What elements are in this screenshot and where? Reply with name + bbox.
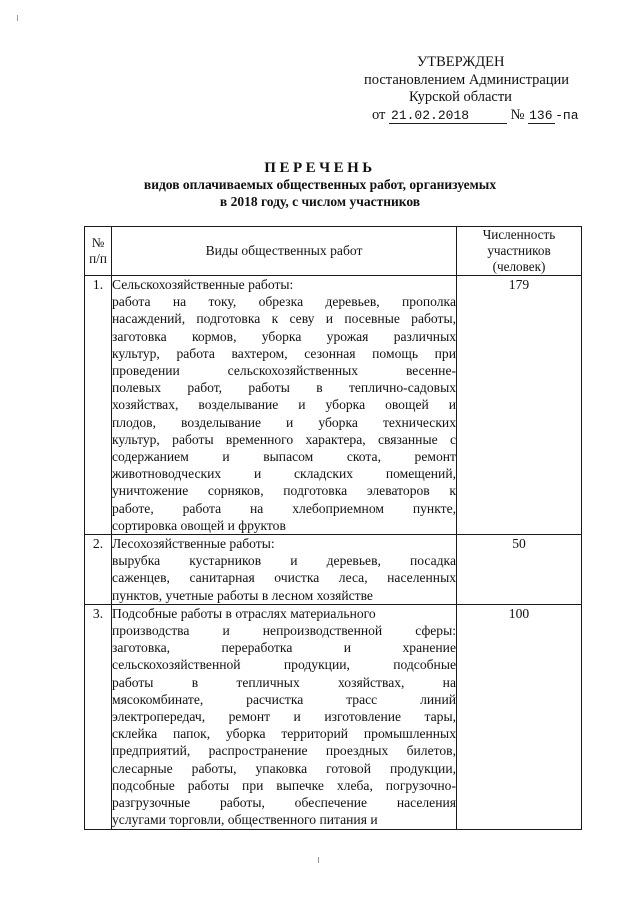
description-line: полевых работ, работы в теплично-садовых (112, 380, 456, 396)
description-line: саженцев, санитарная очистка леса, населенных (112, 570, 456, 586)
approval-stamp (360, 54, 590, 124)
document-subtitle-line-2: в 2018 году, с числом участников (219, 194, 421, 209)
row-number: 3. (85, 604, 112, 829)
description-line: насаждений, подготовка к севу и посевные работы, (112, 311, 456, 327)
number-label: № (510, 106, 525, 123)
description-line: Сельскохозяйственные работы: (112, 277, 294, 292)
description-line: слесарные работы, упаковка готовой продукции, (112, 760, 456, 776)
header-work-types: Виды общественных работ (112, 227, 457, 276)
description-line: вырубка кустарников и деревьев, посадка (112, 553, 456, 569)
approval-number: 136 (528, 109, 555, 124)
description-line: животноводческих и складских помещений, (112, 466, 456, 482)
approval-number-suffix: -па (555, 107, 579, 123)
header-number-line-1: № (91, 235, 105, 250)
approval-date: 21.02.2018 (389, 109, 507, 124)
row-number: 1. (85, 276, 112, 535)
description-line: Подсобные работы в отраслях материального (112, 605, 376, 621)
description-line: плодов, возделывание и уборка технических (112, 414, 456, 430)
scan-mark (318, 857, 319, 863)
row-participant-count: 100 (457, 604, 582, 829)
header-participants-line-1: Численность (482, 227, 556, 242)
description-line: сельскохозяйственной продукции, подсобные (112, 657, 456, 673)
description-line: пунктов, учетные работы в лесном хозяйстве (112, 587, 373, 603)
description-line: работы в тепличных хозяйствах, на (112, 674, 456, 690)
row-number: 2. (85, 535, 112, 605)
description-line: культур, работа вахтером, сезонная помощь при (112, 345, 456, 361)
row-description (112, 535, 457, 605)
header-participants-line-3: (человек) (492, 259, 546, 274)
approval-date-line (360, 107, 590, 125)
row-description (112, 276, 457, 535)
table-body (85, 276, 582, 830)
public-works-table (84, 226, 582, 830)
description-line: электропередач, ремонт и изготовление тары, (112, 709, 456, 725)
approval-region: Курской области (409, 89, 512, 105)
row-participant-count: 179 (457, 276, 582, 535)
document-title: ПЕРЕЧЕНЬ (264, 160, 376, 176)
description-line: работа на току, обрезка деревьев, прополка (112, 294, 456, 310)
description-line: производства и непроизводственной сферы: (112, 623, 456, 639)
description-line: хозяйствах, возделывание и уборка овощей и (112, 397, 456, 413)
description-line: разгрузочные работы, обеспечение населения (112, 795, 456, 811)
description-line: заготовка, переработка и хранение (112, 640, 456, 656)
table-row (85, 276, 582, 535)
table-row (85, 535, 582, 605)
description-line: культур, работы временного характера, связанные с (112, 431, 456, 447)
document-subtitle-line-1: видов оплачиваемых общественных работ, организуемых (143, 177, 497, 192)
header-participants-line-2: участников (487, 243, 551, 258)
description-line: мясокомбинате, расчистка трасс линий (112, 691, 456, 707)
header-participants (457, 227, 582, 276)
description-line: подсобные работы при выпечке хлеба, погрузочно- (112, 777, 456, 793)
description-line: предприятий, распространение проездных билетов, (112, 743, 456, 759)
description-line: Лесохозяйственные работы: (112, 536, 275, 552)
from-label: от (372, 106, 386, 123)
approval-issuer: постановлением Администрации (364, 71, 570, 88)
description-line: склейка папок, уборка территорий промышленных (112, 726, 456, 742)
description-line: заготовка кормов, уборка урожая различных (112, 328, 456, 344)
table-header-row (85, 227, 582, 276)
row-participant-count: 50 (457, 535, 582, 605)
description-line: услугами торговли, общественного питания и (112, 812, 378, 828)
table-row (85, 604, 582, 829)
scan-mark (17, 15, 18, 21)
description-line: сортировка овощей и фруктов (112, 517, 286, 533)
description-line: проведении сельскохозяйственных весенне- (112, 363, 456, 379)
header-number-line-2: п/п (89, 251, 107, 266)
row-description (112, 604, 457, 829)
description-line: работе, работа на хлебоприемном пункте, (112, 500, 456, 516)
description-line: уничтожение сорняков, подготовка элеваторов к (112, 483, 456, 499)
header-number (85, 227, 112, 276)
approval-title: УТВЕРЖДЕН (417, 54, 505, 70)
description-line: содержанием и выпасом скота, ремонт (112, 449, 456, 465)
